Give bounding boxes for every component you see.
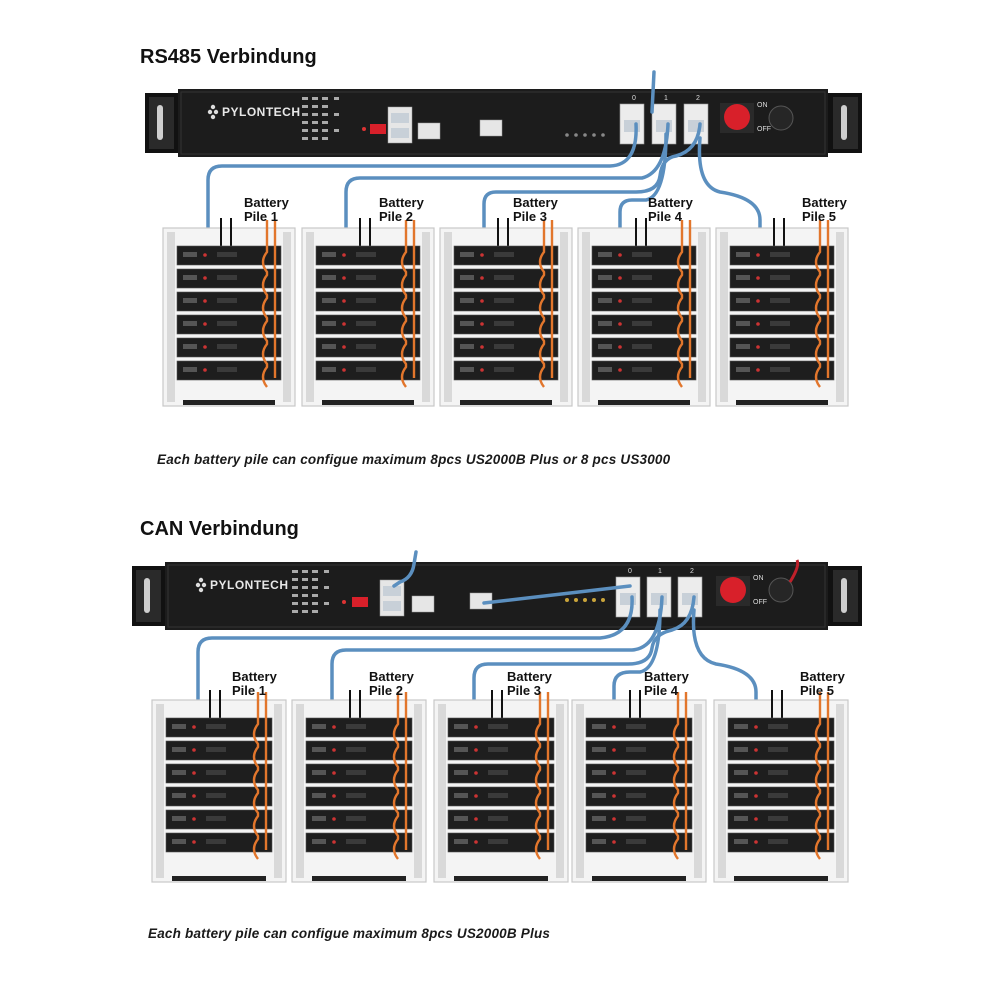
module-led [203,253,207,257]
pylontech-logo [196,578,289,592]
module-panel [632,321,652,326]
rack-post [560,232,568,402]
rack-post [306,232,314,402]
module-led [756,368,760,372]
module-port [454,724,468,729]
module-port [172,793,186,798]
pile-label-5 [800,670,845,698]
module-port [322,367,336,372]
module-panel [217,298,237,303]
module-led [332,817,336,821]
module-led [612,771,616,775]
pile-label-line1: Battery [800,669,845,684]
rack-post [836,232,844,402]
module-port [460,321,474,326]
module-led [342,253,346,257]
module-panel [626,839,646,844]
module-led [480,253,484,257]
module-panel [632,344,652,349]
module-led [618,322,622,326]
module-panel [626,793,646,798]
module-led [612,840,616,844]
rack-base [454,876,548,881]
module-panel [770,252,790,257]
module-led [474,771,478,775]
module-panel [626,816,646,821]
module-panel [488,793,508,798]
switch-on-label: ON [757,102,768,109]
module-led [612,817,616,821]
module-led [203,345,207,349]
pile-label-2 [379,196,424,224]
module-panel [770,367,790,372]
module-led [754,771,758,775]
module-port [598,252,612,257]
module-led [474,794,478,798]
module-panel [206,816,226,821]
module-panel [488,747,508,752]
rack-base [736,400,828,405]
module-panel [206,747,226,752]
module-port [734,770,748,775]
module-port [183,298,197,303]
module-led [332,748,336,752]
rack-post [296,704,304,878]
pylontech-logo [208,105,301,119]
module-panel [217,344,237,349]
pylontech-controller [145,89,862,157]
switch-off-label: OFF [757,126,771,133]
module-panel [768,816,788,821]
module-panel [488,839,508,844]
module-panel [770,321,790,326]
module-port [322,298,336,303]
module-port [312,770,326,775]
module-panel [632,367,652,372]
module-port [454,816,468,821]
module-panel [356,321,376,326]
module-led [754,748,758,752]
pile-label-line2: Pile 3 [513,209,547,224]
rack-post [576,704,584,878]
switch-on-label: ON [753,575,764,582]
pile-label-line2: Pile 1 [232,683,266,698]
module-panel [494,344,514,349]
module-port [598,298,612,303]
module-panel [488,770,508,775]
pile-label-4 [644,670,689,698]
rack-base [734,876,828,881]
module-panel [346,724,366,729]
module-led [332,725,336,729]
module-led [612,794,616,798]
module-port [312,839,326,844]
rack-base [172,876,266,881]
module-port [454,839,468,844]
rack-post [156,704,164,878]
module-led [192,725,196,729]
module-led [754,794,758,798]
module-led [192,817,196,821]
module-port [736,252,750,257]
rack-post [422,232,430,402]
module-led [192,771,196,775]
module-port [592,793,606,798]
module-port [172,724,186,729]
port-1-label: 1 [664,95,668,102]
module-led [203,276,207,280]
module-panel [346,770,366,775]
module-port [183,275,197,280]
can-diagram [0,490,1000,980]
module-port [736,275,750,280]
rack-post [283,232,291,402]
rack-base [312,876,406,881]
port-2-label: 2 [690,568,694,575]
module-port [592,816,606,821]
pile-label-1 [232,670,277,698]
module-port [598,344,612,349]
module-panel [768,793,788,798]
module-port [734,816,748,821]
module-port [734,839,748,844]
module-panel [768,747,788,752]
can-battery-piles [152,690,848,882]
module-led [756,299,760,303]
module-port [736,367,750,372]
module-port [592,747,606,752]
pile-label-line2: Pile 2 [369,683,403,698]
pile-label-line1: Battery [507,669,552,684]
module-port [172,747,186,752]
pile-label-line2: Pile 5 [802,209,836,224]
module-panel [626,747,646,752]
module-port [736,321,750,326]
module-port [592,770,606,775]
rack-post [556,704,564,878]
module-panel [632,252,652,257]
module-led [756,253,760,257]
module-led [332,840,336,844]
module-led [480,299,484,303]
module-led [474,725,478,729]
module-led [332,771,336,775]
module-panel [770,275,790,280]
module-led [342,276,346,280]
module-panel [346,816,366,821]
rs485-section [0,0,1000,490]
battery-rack-4 [578,218,710,406]
module-port [312,793,326,798]
rack-post [718,704,726,878]
module-port [460,367,474,372]
module-led [618,276,622,280]
rack-post [444,232,452,402]
module-led [342,299,346,303]
module-panel [217,321,237,326]
module-panel [488,724,508,729]
module-led [618,368,622,372]
rack-post [836,704,844,878]
battery-rack-3 [440,218,572,406]
rack-base [460,400,552,405]
module-panel [494,321,514,326]
module-panel [494,367,514,372]
section-title: CAN Verbindung [140,518,299,540]
pile-label-line1: Battery [513,195,558,210]
module-panel [632,275,652,280]
pile-label-line1: Battery [244,195,289,210]
port-0-label: 0 [628,568,632,575]
module-panel [217,275,237,280]
module-port [183,252,197,257]
rack-post [414,704,422,878]
pylontech-controller [132,560,862,630]
module-port [736,298,750,303]
module-led [612,725,616,729]
pile-label-line1: Battery [802,195,847,210]
module-port [734,724,748,729]
module-led [192,748,196,752]
port-0-label: 0 [632,95,636,102]
module-led [756,345,760,349]
module-panel [356,344,376,349]
rack-post [438,704,446,878]
section-caption: Each battery pile can configue maximum 8pcs US2000B Plus or 8 pcs US3000 [157,452,671,467]
battery-rack-1 [163,218,295,406]
battery-rack-1 [152,690,286,882]
rack-base [183,400,275,405]
rack-post [582,232,590,402]
module-panel [346,793,366,798]
rack-base [598,400,690,405]
module-port [592,839,606,844]
module-panel [768,770,788,775]
module-led [342,345,346,349]
module-panel [356,367,376,372]
module-port [322,321,336,326]
pile-label-1 [244,196,289,224]
module-panel [632,298,652,303]
module-port [598,367,612,372]
module-panel [770,298,790,303]
module-led [203,299,207,303]
rs485-battery-piles [163,218,848,406]
module-port [454,747,468,752]
module-led [618,345,622,349]
rack-post [698,232,706,402]
module-led [618,253,622,257]
module-port [172,816,186,821]
module-panel [626,770,646,775]
module-panel [768,839,788,844]
brand-label: PYLONTECH [210,578,289,592]
module-port [183,321,197,326]
module-port [312,816,326,821]
module-panel [768,724,788,729]
module-panel [770,344,790,349]
module-led [754,725,758,729]
pile-label-4 [648,196,693,224]
battery-rack-5 [714,690,848,882]
module-led [332,794,336,798]
module-port [312,724,326,729]
battery-rack-3 [434,690,568,882]
pile-label-line1: Battery [369,669,414,684]
module-panel [356,275,376,280]
module-port [183,344,197,349]
rack-post [720,232,728,402]
pile-label-2 [369,670,414,698]
section-title: RS485 Verbindung [140,46,317,68]
port-1-label: 1 [658,568,662,575]
battery-rack-2 [292,690,426,882]
rack-post [167,232,175,402]
module-port [312,747,326,752]
module-panel [217,252,237,257]
module-led [756,276,760,280]
switch-off-label: OFF [753,599,767,606]
rack-post [694,704,702,878]
module-led [756,322,760,326]
module-led [474,840,478,844]
module-led [203,322,207,326]
module-port [736,344,750,349]
rs485-diagram [0,0,1000,490]
rack-post [274,704,282,878]
pile-label-line2: Pile 4 [644,683,678,698]
module-led [754,840,758,844]
module-port [734,747,748,752]
module-led [480,345,484,349]
pile-label-line1: Battery [644,669,689,684]
module-port [183,367,197,372]
module-led [474,748,478,752]
module-led [480,322,484,326]
module-port [454,770,468,775]
module-panel [217,367,237,372]
module-panel [356,298,376,303]
module-panel [626,724,646,729]
battery-rack-5 [716,218,848,406]
module-led [342,322,346,326]
module-port [592,724,606,729]
module-port [734,793,748,798]
module-led [618,299,622,303]
module-led [474,817,478,821]
module-port [460,344,474,349]
module-port [454,793,468,798]
module-port [598,321,612,326]
module-led [480,276,484,280]
module-led [342,368,346,372]
module-led [192,794,196,798]
module-port [172,770,186,775]
module-port [322,275,336,280]
battery-rack-2 [302,218,434,406]
battery-rack-4 [572,690,706,882]
module-panel [488,816,508,821]
module-port [460,298,474,303]
module-panel [356,252,376,257]
module-port [460,275,474,280]
module-panel [494,298,514,303]
brand-label: PYLONTECH [222,105,301,119]
module-led [480,368,484,372]
module-panel [206,839,226,844]
module-led [203,368,207,372]
module-panel [206,770,226,775]
pile-label-line2: Pile 2 [379,209,413,224]
pile-label-line1: Battery [232,669,277,684]
pile-label-line2: Pile 1 [244,209,278,224]
module-panel [494,252,514,257]
module-port [460,252,474,257]
pile-label-5 [802,196,847,224]
module-port [598,275,612,280]
pile-label-3 [507,670,552,698]
module-led [612,748,616,752]
port-2-label: 2 [696,95,700,102]
module-panel [206,793,226,798]
module-panel [346,747,366,752]
module-port [322,344,336,349]
module-port [172,839,186,844]
pile-label-line2: Pile 3 [507,683,541,698]
module-led [754,817,758,821]
module-port [322,252,336,257]
rack-base [592,876,686,881]
can-section [0,490,1000,980]
pile-label-line2: Pile 4 [648,209,682,224]
module-panel [206,724,226,729]
pile-label-line1: Battery [648,195,693,210]
rack-base [322,400,414,405]
module-panel [494,275,514,280]
pile-label-3 [513,196,558,224]
section-caption: Each battery pile can configue maximum 8pcs US2000B Plus [148,926,551,941]
module-panel [346,839,366,844]
module-led [192,840,196,844]
pile-label-line2: Pile 5 [800,683,834,698]
pile-label-line1: Battery [379,195,424,210]
